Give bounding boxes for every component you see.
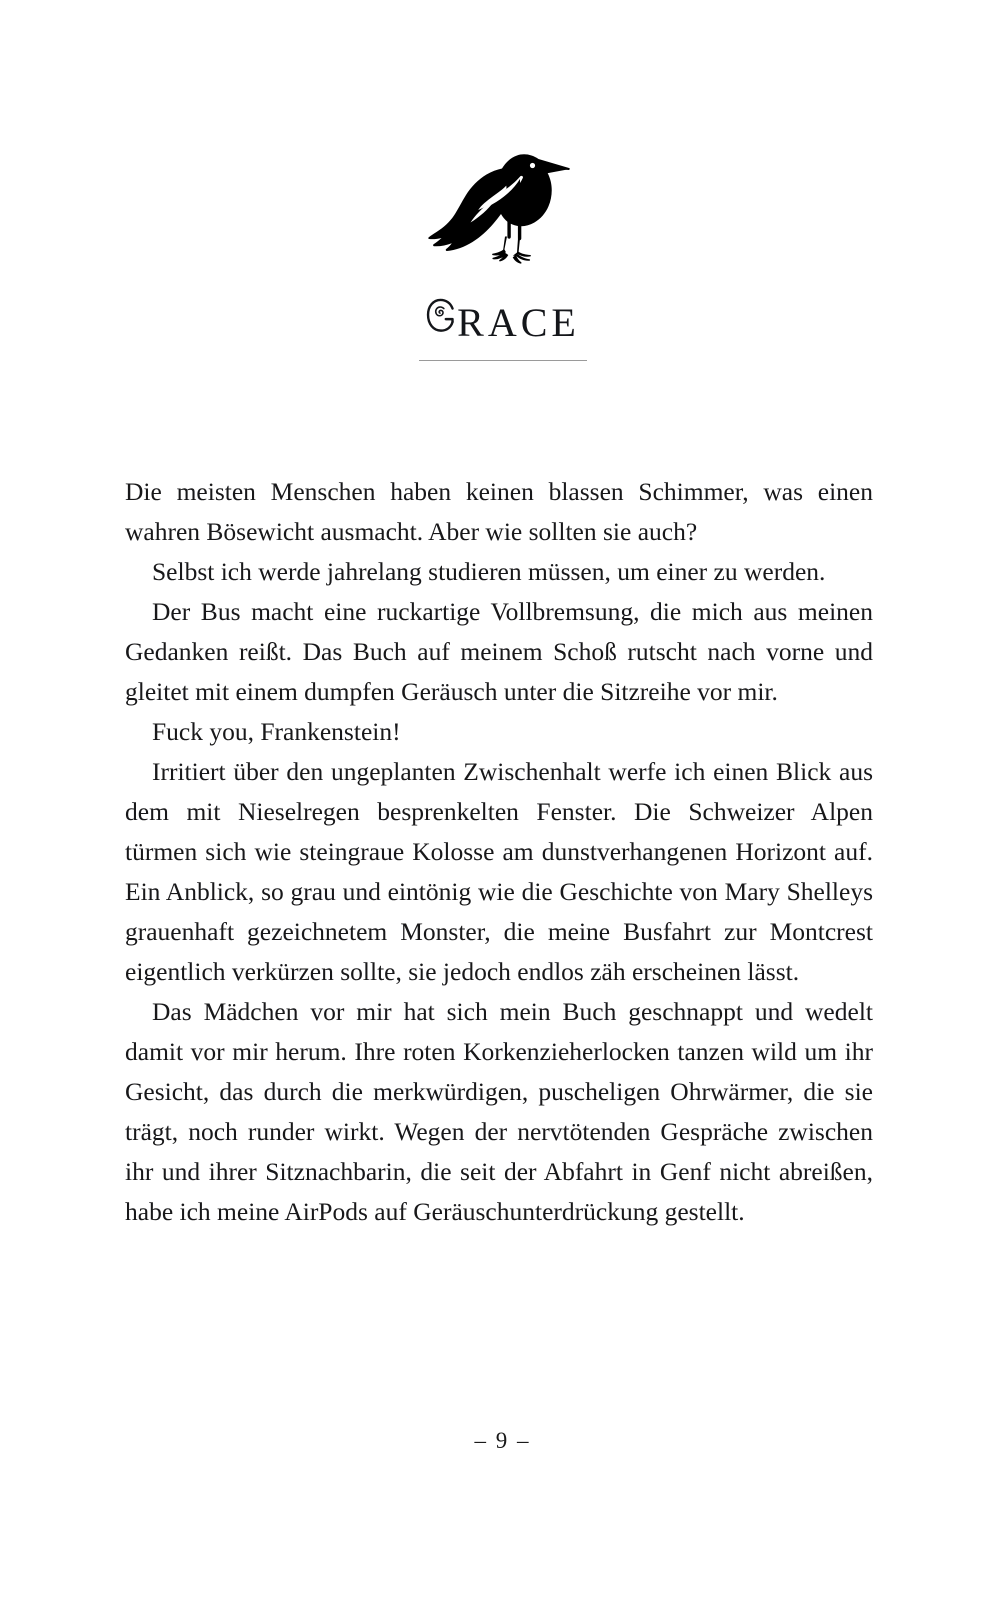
chapter-body	[125, 472, 873, 1232]
ornamental-initial-icon	[425, 296, 457, 336]
chapter-title-text: RACE	[457, 300, 580, 345]
paragraph: Der Bus macht eine ruckartige Vollbremsung, die mich aus meinen Gedanken reißt. Das Buch auf meinem Schoß rutscht nach vorne und gleitet mit einem dumpfen Geräusch unter die Sitzreihe vor mir.	[125, 597, 873, 706]
paragraph: Die meisten Menschen haben keinen blassen Schimmer, was einen wahren Bösewicht ausmacht. Aber wie sollten sie auch?	[125, 477, 873, 546]
chapter-ornament	[0, 140, 1005, 270]
paragraph: Fuck you, Frankenstein!	[152, 717, 401, 746]
paragraph: Selbst ich werde jahrelang studieren müssen, um einer zu werden.	[152, 557, 826, 586]
title-divider	[419, 360, 587, 361]
page-number: – 9 –	[474, 1428, 531, 1453]
chapter-title	[0, 296, 1005, 345]
paragraph: Das Mädchen vor mir hat sich mein Buch geschnappt und wedelt damit vor mir herum. Ihre roten Korkenzieherlocken tanzen wild um ihr Gesicht, das durch die merkwürdigen, puscheligen Ohrwärmer, die sie trägt, noch runder wirkt. Wegen der nervtötenden Gespräche zwischen ihr und ihrer Sitznachbarin, die seit der Abfahrt in Genf nicht abreißen, habe ich meine AirPods auf Geräuschunterdrückung gestellt.	[125, 997, 873, 1226]
paragraph: Irritiert über den ungeplanten Zwischenhalt werfe ich einen Blick aus dem mit Nieselregen besprenkelten Fenster. Die Schweizer Alpen türmen sich wie steingraue Kolosse am dunstverhangenen Horizont auf. Ein Anblick, so grau und eintönig wie die Geschichte von Mary Shelleys grauenhaft gezeichnetem Monster, die meine Busfahrt zur Montcrest eigentlich verkürzen sollte, sie jedoch endlos zäh erscheinen lässt.	[125, 757, 873, 986]
raven-icon	[428, 141, 578, 269]
